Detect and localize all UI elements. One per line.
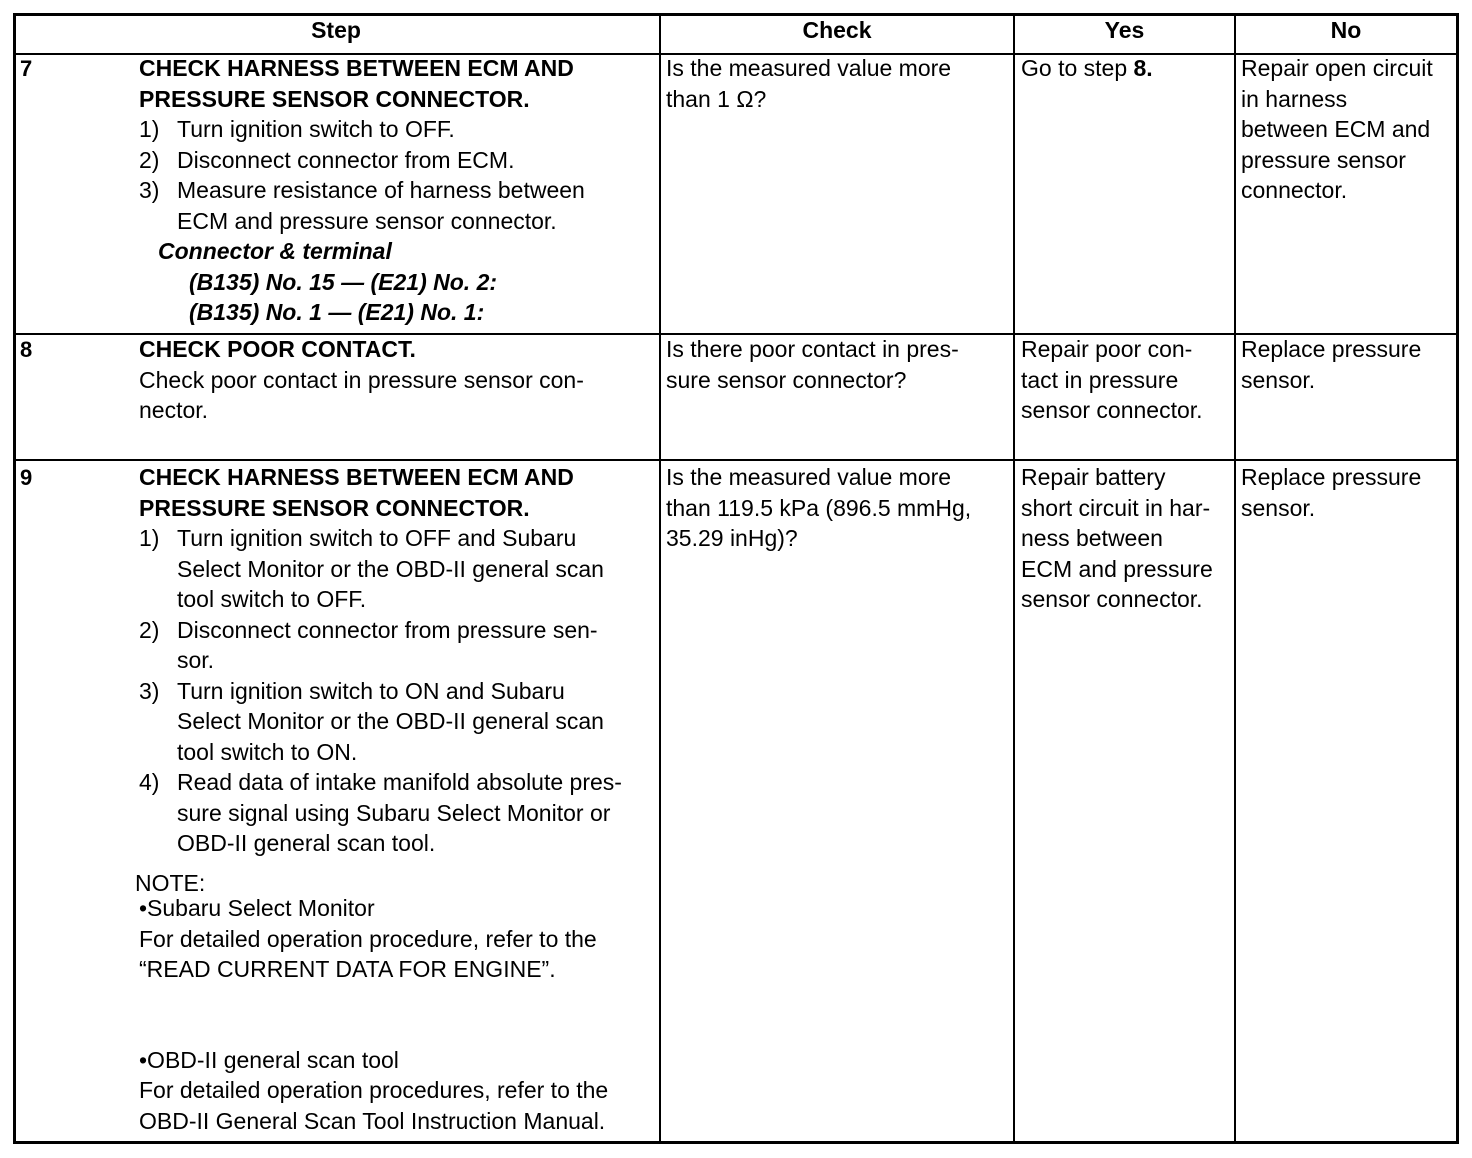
list-item: 1) Turn ignition switch to OFF and Subaru Select Monitor or the OBD-II general scan tool switch to OFF. [139,525,604,612]
yes-cell: Go to step 8. [1021,55,1153,81]
row-divider [13,459,1459,461]
header-step: Step [311,17,361,43]
note-title: •OBD-II general scan tool [139,1046,399,1073]
step-title: PRESSURE SENSOR CONNECTOR. [139,85,530,112]
no-cell: Repair open circuit in harness between ECM and pressure sensor connector. [1241,55,1433,203]
column-divider [1013,13,1015,1144]
yes-cell: Repair battery short circuit in har- ness between ECM and pressure sensor connector. [1021,464,1213,612]
list-item: 1) Turn ignition switch to OFF. [139,116,455,142]
step-title: PRESSURE SENSOR CONNECTOR. [139,494,530,521]
check-cell: Is the measured value more than 119.5 kPa (896.5 mmHg, 35.29 inHg)? [666,464,972,551]
list-item: 4) Read data of intake manifold absolute pres- sure signal using Subaru Select Monitor or OBD-II general scan tool. [139,769,622,856]
step-cell: CHECK HARNESS BETWEEN ECM AND PRESSURE SENSOR CONNECTOR. 1) Turn ignition switch to OFF and Subaru Select Monitor or the OBD-II general scan tool switch to OFF. 2) Disconnect connector from pressure sen- sor. 3) Turn ignition switch to ON and Subaru Select Monitor or the OBD-II general scan tool switch to ON. 4) Read data of intake manifold absolute pres- sure signal using Subaru Select Monitor or OBD-II general scan tool. NOTE: •Subaru Select Monitor For detailed operation procedure, refer to the “READ CURRENT DATA FOR ENGINE”. •OBD-II general scan tool For detailed operation procedures, refer to the OBD-II General Scan Tool Instruction Manual. [135,464,622,1134]
connector-terminal: (B135) No. 15 — (E21) No. 2: [189,268,498,295]
check-cell: Is the measured value more than 1 Ω? [666,55,952,112]
column-divider [1234,13,1236,1144]
step-title: CHECK POOR CONTACT. [139,336,416,362]
note-title: •Subaru Select Monitor [139,895,375,921]
step-number: 7 [20,56,33,81]
step-cell: CHECK POOR CONTACT. Check poor contact in pressure sensor con- nector. [139,336,584,423]
step-title: CHECK HARNESS BETWEEN ECM AND [139,55,574,81]
diagnostic-table [13,13,1459,1144]
connector-terminal: (B135) No. 1 — (E21) No. 1: [189,299,485,325]
step-title: CHECK HARNESS BETWEEN ECM AND [139,464,574,490]
header-check: Check [802,17,872,43]
no-cell: Replace pressure sensor. [1241,336,1422,393]
list-item: 3) Turn ignition switch to ON and Subaru Select Monitor or the OBD-II general scan tool switch to ON. [139,677,604,765]
list-item: 3) Measure resistance of harness between ECM and pressure sensor connector. [139,177,585,234]
header-no: No [1330,17,1362,43]
step-number: 9 [20,465,33,490]
no-cell: Replace pressure sensor. [1241,464,1422,521]
check-cell: Is there poor contact in pres- sure sensor connector? [666,336,959,393]
column-divider [659,13,661,1144]
connector-heading: Connector & terminal [158,238,392,264]
step-cell [139,53,585,328]
step-number: 8 [20,337,33,362]
list-item: 2) Disconnect connector from pressure sen- sor. [139,616,598,673]
header-yes: Yes [1104,17,1145,43]
yes-cell: Repair poor con- tact in pressure sensor connector. [1021,336,1203,423]
list-item: 2) Disconnect connector from ECM. [139,146,515,173]
note-label: NOTE: [135,869,206,896]
